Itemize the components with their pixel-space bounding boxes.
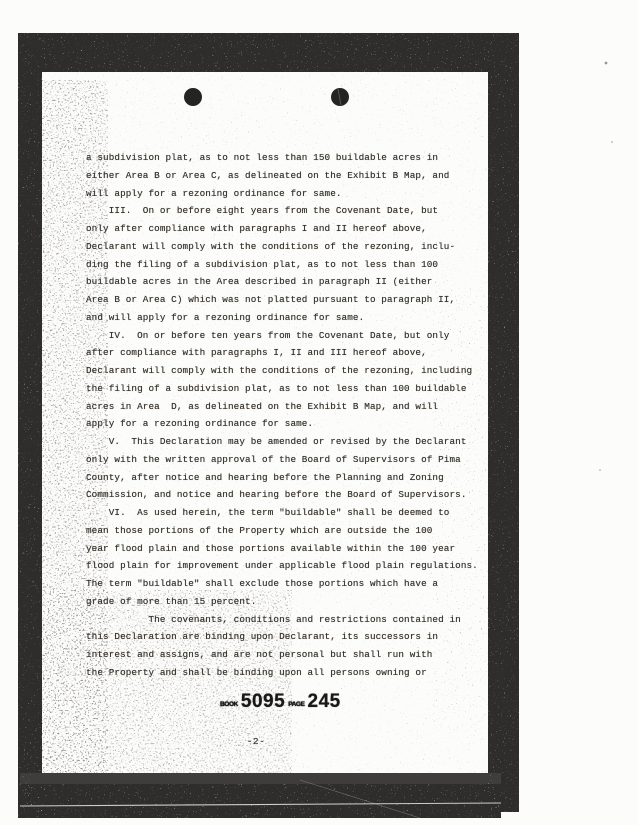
text-line: ding the filing of a subdivision plat, as to not less than 100: [86, 258, 439, 270]
text-line: The covenants, conditions and restrictions contained in: [86, 613, 461, 625]
punch-hole-right-icon: [331, 88, 349, 106]
document-body: [86, 149, 486, 682]
text-line: either Area B or Area C, as delineated on the Exhibit B Map, and: [86, 169, 450, 181]
scan-speck: [599, 469, 601, 471]
page-label: PAGE: [288, 700, 305, 708]
frame-flecks-bottom: [20, 784, 501, 818]
text-line: and will apply for a rezoning ordinance for same.: [86, 311, 365, 323]
text-line: acres in Area D, as delineated on the Exhibit B Map, and will: [86, 400, 439, 412]
scan-speck: [611, 141, 613, 143]
text-line: buildable acres in the Area described in paragraph II (either: [86, 276, 433, 288]
text-line: grade of more than 15 percent.: [86, 595, 257, 607]
text-line: the Property and shall be binding upon all persons owning or: [86, 666, 427, 678]
frame-flecks-left: [18, 72, 42, 818]
frame-flecks-right: [488, 72, 519, 812]
text-line: VI. As used herein, the term "buildable" shall be deemed to: [86, 507, 450, 518]
text-line: The term "buildable" shall exclude those portions which have a: [86, 578, 439, 589]
text-line: will apply for a rezoning ordinance for same.: [86, 187, 342, 199]
text-line: County, after notice and hearing before the Planning and Zoning: [86, 471, 444, 483]
text-line: mean those portions of the Property which are outside the 100: [86, 524, 433, 536]
book-label: BOOK: [220, 700, 238, 708]
text-line: this Declaration are binding upon Declarant, its successors in: [86, 631, 439, 643]
text-line: IV. On or before ten years from the Covenant Date, but only: [86, 329, 450, 341]
recorder-stamp: [219, 692, 341, 712]
text-line: only with the written approval of the Board of Supervisors of Pima: [86, 453, 461, 465]
text-line: year flood plain and those portions available within the 100 year: [86, 542, 456, 554]
text-line: only after compliance with paragraphs I and II hereof above,: [86, 223, 427, 234]
frame-flecks-top: [20, 33, 519, 72]
text-line: Area B or Area C) which was not platted pursuant to paragraph II,: [86, 294, 456, 305]
page-number: 245: [307, 690, 341, 713]
page-number-footer: -2-: [246, 736, 266, 747]
text-line: a subdivision plat, as to not less than 150 buildable acres in: [86, 152, 439, 163]
text-line: apply for a rezoning ordinance for same.: [86, 418, 314, 430]
text-line: the filing of a subdivision plat, as to not less than 100 buildable: [86, 382, 467, 394]
text-line: V. This Declaration may be amended or revised by the Declarant: [86, 436, 467, 447]
text-line: flood plain for improvement under applicable flood plain regulations.: [86, 560, 478, 572]
text-line: interest and assigns, and are not personal but shall run with: [86, 649, 433, 660]
text-line: III. On or before eight years from the Covenant Date, but: [86, 205, 439, 217]
scan-border-band: [20, 773, 501, 784]
text-line: Declarant will comply with the conditions of the rezoning, including: [86, 365, 473, 376]
text-line: Declarant will comply with the conditions of the rezoning, inclu-: [86, 240, 456, 252]
text-line: Commission, and notice and hearing before the Board of Supervisors.: [86, 489, 467, 501]
text-line: after compliance with paragraphs I, II and III hereof above,: [86, 347, 427, 359]
book-number: 5095: [240, 690, 286, 713]
punch-hole-left-icon: [184, 88, 202, 106]
scan-speck: [605, 62, 608, 65]
